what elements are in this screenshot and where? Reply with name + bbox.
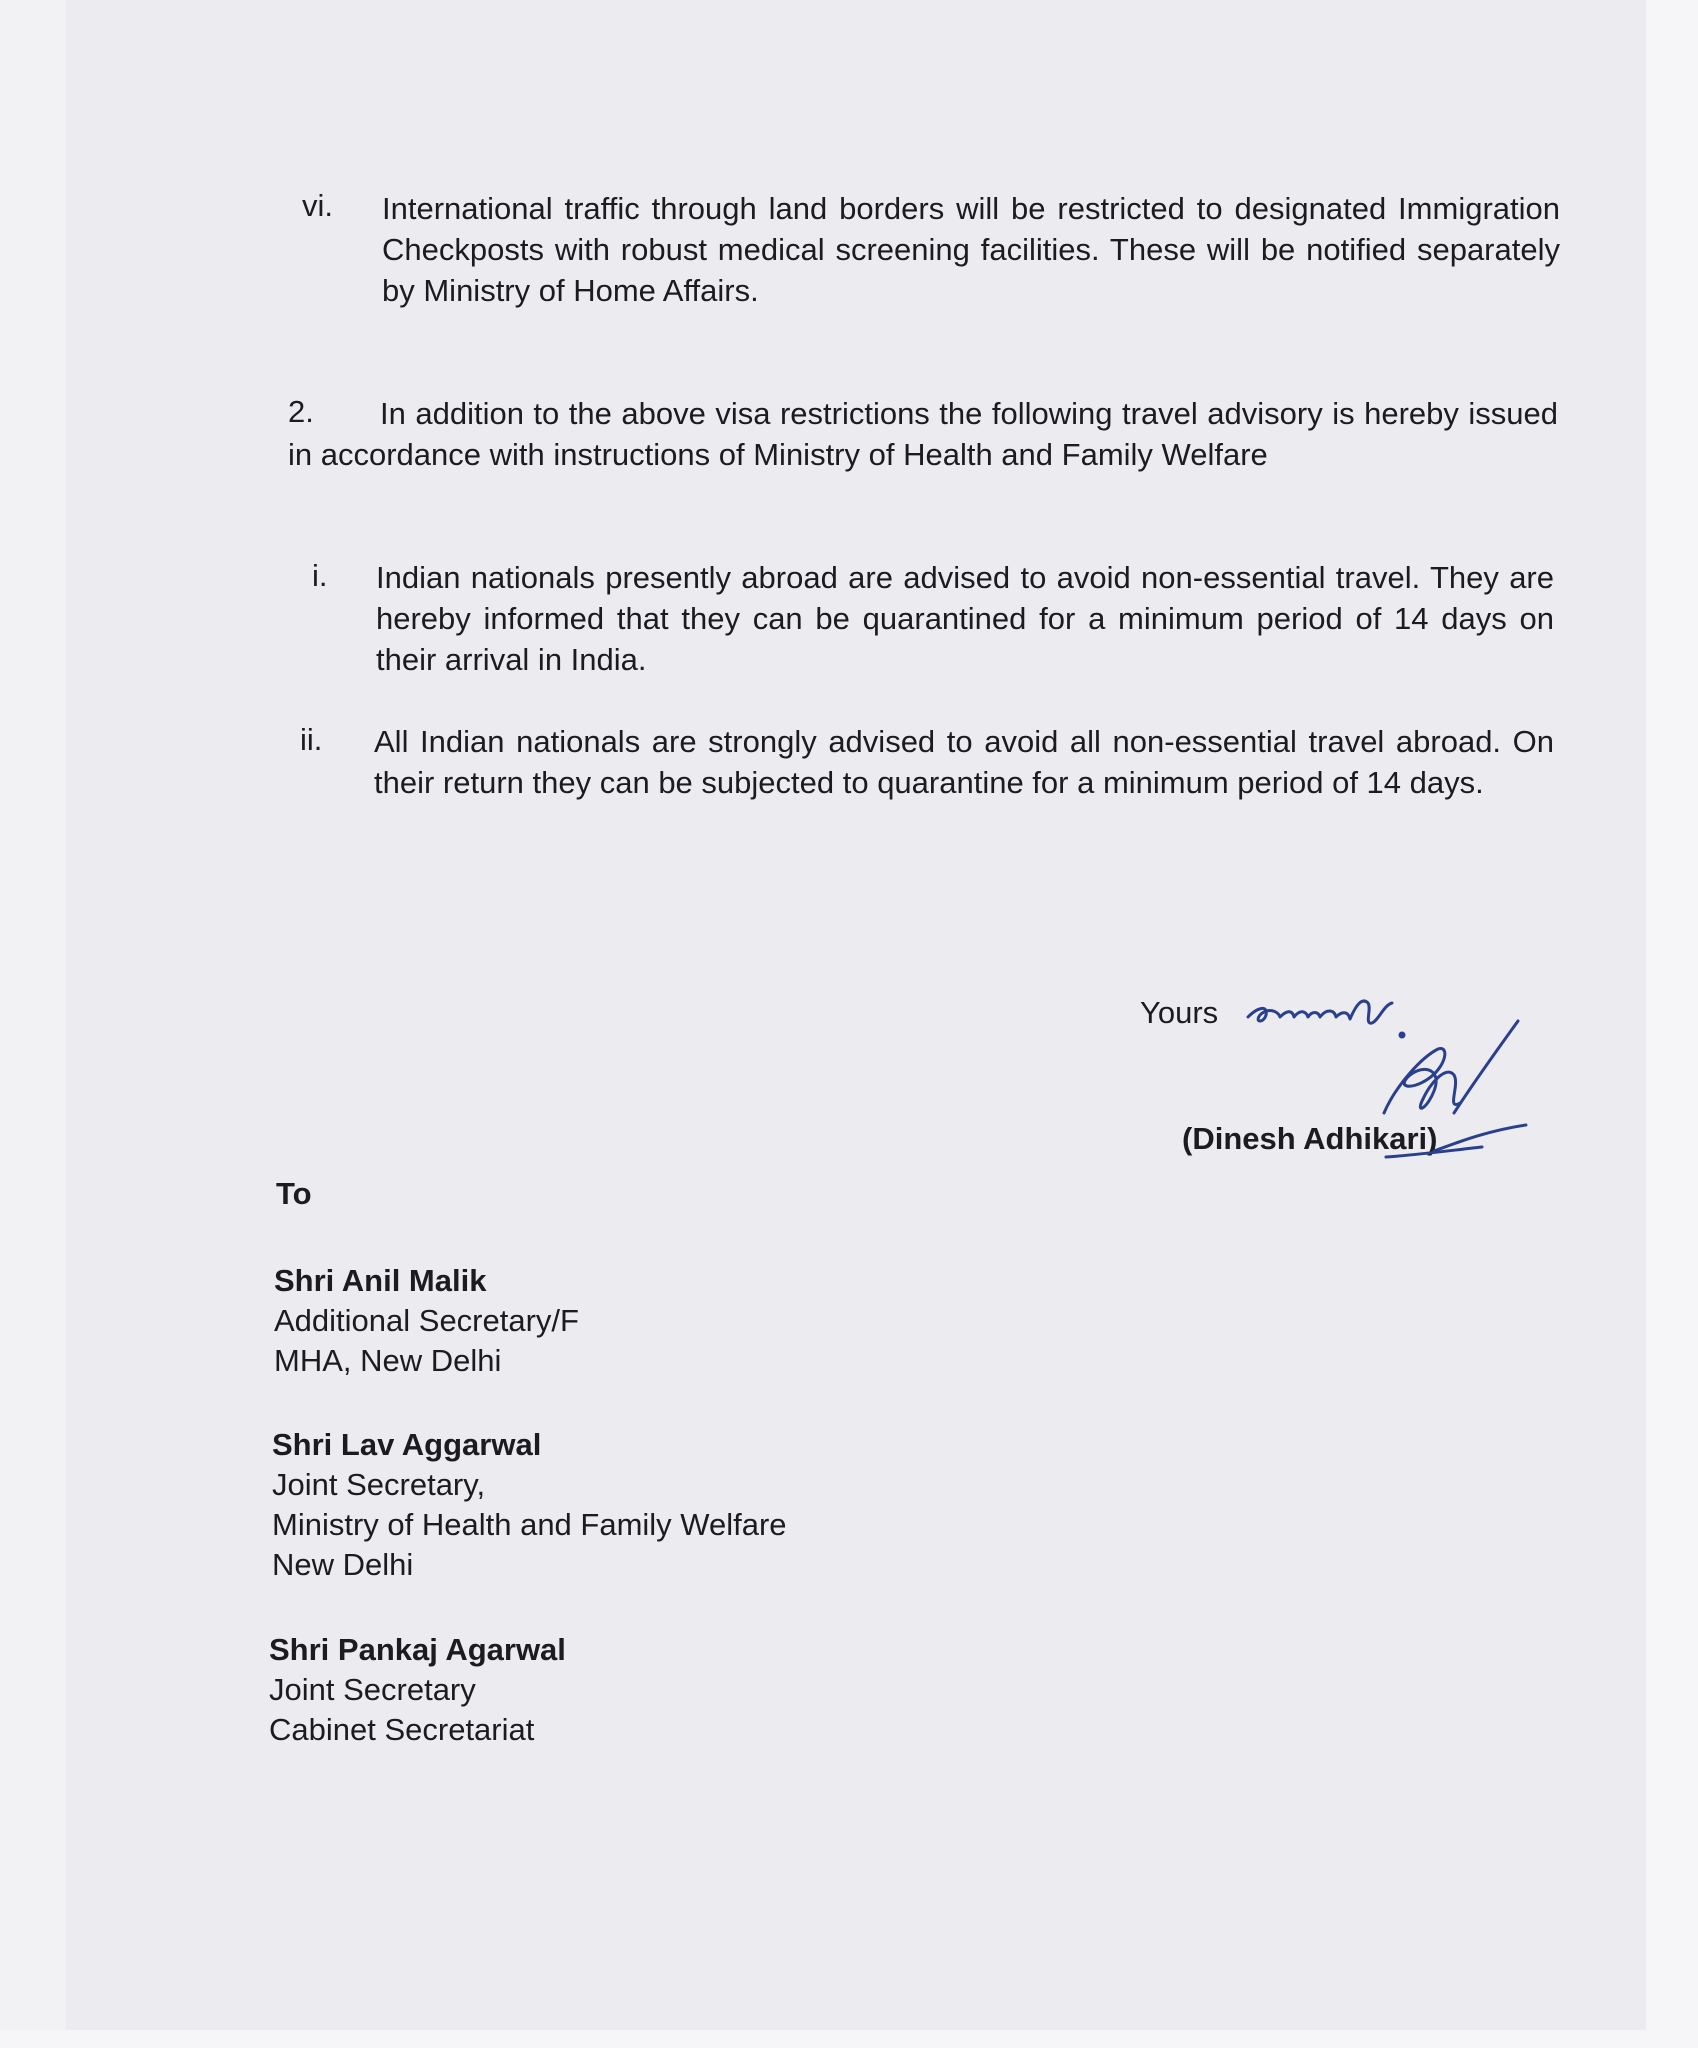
item-i-text: Indian nationals presently abroad are advised to avoid non-essential travel. They are hereby informed that they can be quarantined for a minimum period of 14 days on their arrival in India. [376, 560, 1554, 677]
recipient-1-line-1: Additional Secretary/F [274, 1303, 579, 1338]
item-ii-marker: ii. [300, 722, 323, 757]
recipient-1-name: Shri Anil Malik [274, 1263, 487, 1298]
recipient-1-line-2: MHA, New Delhi [274, 1343, 502, 1378]
para-2-text: In addition to the above visa restrictions the following travel advisory is hereby issued in accordance with instructions of Ministry of Health and Family Welfare [288, 396, 1558, 472]
recipient-3-line-2: Cabinet Secretariat [269, 1712, 535, 1747]
document-page [66, 0, 1646, 2030]
recipient-3-name: Shri Pankaj Agarwal [269, 1632, 566, 1667]
para-2-marker: 2. [288, 394, 314, 429]
handwritten-signature [1246, 975, 1626, 1175]
recipient-2-line-1: Joint Secretary, [272, 1467, 486, 1502]
item-i-marker: i. [312, 558, 328, 593]
recipient-2-name: Shri Lav Aggarwal [272, 1427, 542, 1462]
page-margin-right [1646, 0, 1698, 2048]
item-vi-marker: vi. [302, 188, 333, 223]
closing-yours: Yours [1140, 995, 1219, 1030]
signatory-name: (Dinesh Adhikari) [1182, 1121, 1438, 1156]
item-ii-text: All Indian nationals are strongly advised to avoid all non-essential travel abroad. On their return they can be subjected to quarantine for a minimum period of 14 days. [374, 724, 1554, 800]
page-margin-bottom [0, 2030, 1698, 2048]
item-vi-text: International traffic through land borders will be restricted to designated Immigration Checkposts with robust medical screening facilities. These will be notified separately by Ministry of Home Affairs. [382, 191, 1560, 308]
recipient-2-line-2: Ministry of Health and Family Welfare [272, 1507, 787, 1542]
to-label: To [276, 1176, 312, 1211]
recipient-2-line-3: New Delhi [272, 1547, 414, 1582]
recipient-3-line-1: Joint Secretary [269, 1672, 476, 1707]
